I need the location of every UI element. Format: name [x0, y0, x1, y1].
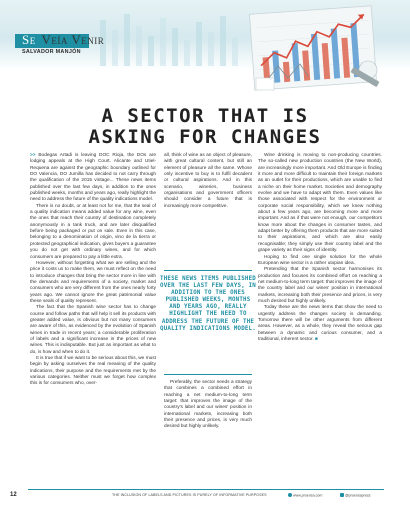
paragraph-text: Bodegas Artadi is leaving DOC Rioja, the DOs are lodging appeals at the High Court. Alicante and Utiel-Requena are against the geographic boundary outlined for DO Valencia, DO Jumilla has decided to not carry through the qualification of the 2015 vintage... These news items published over the last few days, in addition to the ones published weeks, months and years ago, really highlight the need to address the future of the quality indications model. — [30, 153, 156, 203]
body-column-middle — [164, 153, 252, 210]
headline-line-1: A SECTOR THAT IS — [101, 105, 309, 127]
end-marker: ■ — [315, 336, 318, 342]
lead-marker: >> — [30, 153, 36, 158]
body-column-right — [258, 153, 382, 343]
stock-graph-illustration — [248, 4, 386, 96]
body-column-middle-bottom — [164, 380, 252, 431]
footer-website[interactable] — [288, 493, 322, 498]
body-paragraph — [30, 153, 156, 204]
globe-icon — [288, 493, 292, 497]
pull-quote: THESE NEWS ITEMS PUBLISHED OVER THE LAST FEW DAYS, IN ADDITION TO THE ONES PUBLISHED WEEKS, MONTHS AND YEARS AGO, REALLY HIGHLIGHT THE NEED TO ADDRESS THE FUTURE OF THE QUALITY INDICATIONS MODEL. — [160, 276, 256, 332]
page-number: 12 — [10, 492, 17, 498]
body-paragraph: all, think of wine as an object of pleasure, with great cultural content, but still an element of pleasure all the same. Whose only incentive to buy is to fulfil decadent or cultural aspirations. And in this scenario, wineries, business organisations and government officers should consider a future that is increasingly more competitive. — [164, 153, 252, 209]
paragraph-text: Today these are the news items that show the need to urgently address the changes society is demanding. Tomorrow there will be other arguments from different areas. However, as a whole, they reveal the serious gap between a dynamic and curious consumer, and a traditional, inherent sector. — [258, 305, 382, 342]
section-title — [22, 32, 104, 48]
pull-quote-divider-top — [164, 270, 252, 271]
footer-twitter[interactable] — [340, 493, 370, 498]
section-title-first: Se — [22, 32, 36, 47]
headline-line-2: ASKING FOR CHANGES — [88, 126, 322, 148]
body-paragraph: Pretending that the Spanish sector harmonises its production and focuses its combined effort on reaching a net medium-to-long term target: that improves the image of the country label and our wines' position in international markets, increasing both their presence and prices, is very much desired but highly unlikely. — [258, 267, 382, 304]
body-paragraph: Wine drinking is moving to non-producing countries. The so-called new production countries (the New World), are increasingly more important. And Old Europe is finding it more and more difficult to maintain their foreign markets as an outlet for their productions, which are unable to find a niche on their home market. Societies and demography evolve and we have to adapt with them. Even values like those associated with respect for the environment or corporate social responsibility, which we knew nothing about a few years ago, are becoming more and more important. And as if that were not enough, our competitors know more about the changes in consumer tastes, and adapt better by offering them products that are more suited to their aspirations, and which are also easily recognisable; they simply use their country label and the grape variety as their signs of identity. — [258, 153, 382, 254]
pull-quote-divider-bottom — [164, 374, 252, 375]
footer-rule — [28, 489, 384, 490]
section-title-rest: Veía Venir — [41, 32, 105, 47]
body-paragraph: However, without forgetting what we are selling and the price it costs us to make them, we must reflect on the need to introduce changes that bring the sector more in line with the demands and requirements of a society, market and consumers who are very different from the ones nearly forty years ago. We cannot ignore the great patrimonial value these seals of quality represent. — [30, 260, 156, 304]
body-paragraph: There is no doubt, or at least not for me, that the seal of a quality indication means added value for any wine, even the ones that reach their country of destination completely anonymously in a tank truck, and are later disqualified before being packaged or put on sale. Even in this case, belonging to a denomination of origin, vino de la tierra or protected geographical indication, gives buyers a guarantee you do not get with ordinary wines, and for which consumers are prepared to pay a little extra. — [30, 203, 156, 260]
body-paragraph — [258, 305, 382, 343]
footer-website-text: www.proensa.com — [293, 493, 323, 498]
body-paragraph: Preferably, the sector needs a strategy that combines a combined effort in reaching a net medium-to-long term target: that improves the image of the country's label and our wines' position in international markets, increasing both their presence and prices, is very much desired but highly unlikely. — [164, 380, 252, 430]
body-paragraph: The fact that the Spanish wine sector has to change course and follow paths that will help it sell its products with greater added value, is obvious but not many consumers are aware of this, as evidenced by the evolution of Spanish wines in trade in recent years; a considerable proliferation of labels and a significant increase in the prices of new wines. This is indisputable. But just as important as what to do, is how and when to do it. — [30, 305, 156, 355]
twitter-icon — [340, 493, 344, 497]
footer-twitter-text: @proensapress — [345, 493, 371, 498]
author-name: SALVADOR MANJÓN — [22, 49, 81, 55]
body-column-left — [30, 153, 156, 388]
body-paragraph: Hoping to find one single solution for the whole European wine sector is a rather utopian idea. — [258, 254, 382, 266]
body-paragraph: It is true that if we want to be serious about this, we must begin by asking ourselves the real meaning of the quality indications, their purpose and the requirements met by the various categories. Neither must we forget how complex this is for consumers who, over- — [30, 356, 156, 387]
footer-tagline: THE INCLUSION OF LABELS AND PICTURES IS PURELY OF INFORMATIVE PURPOSES — [112, 493, 267, 497]
